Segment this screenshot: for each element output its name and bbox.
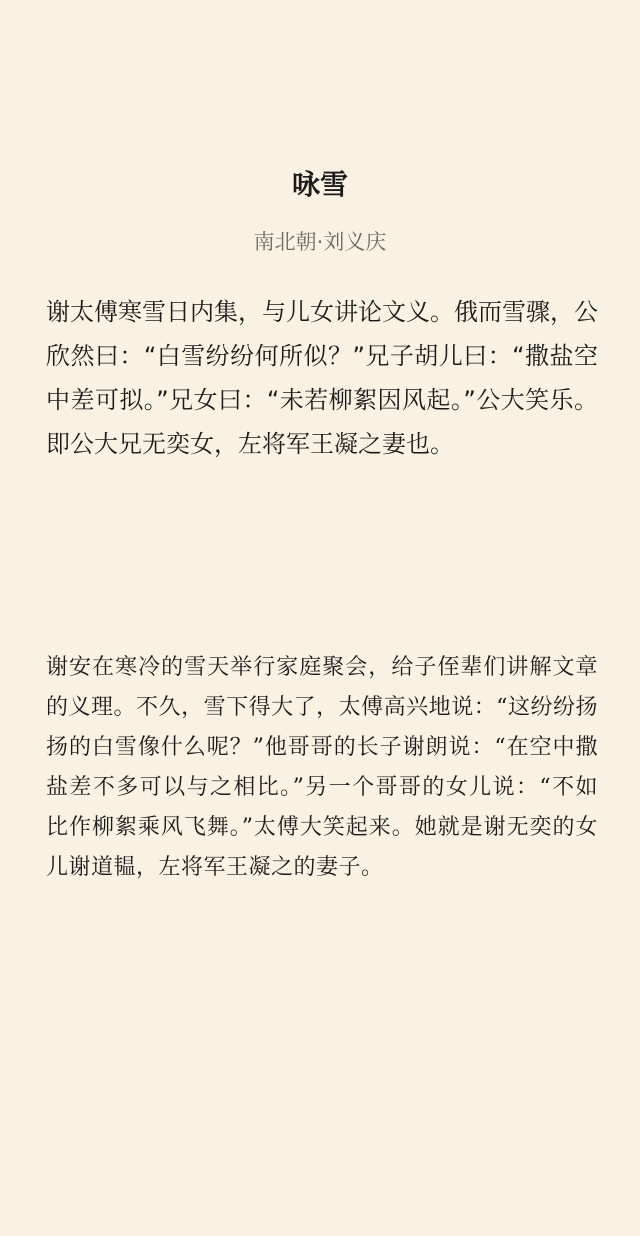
poem-title: 咏雪: [291, 168, 348, 201]
poem-author: 南北朝·刘义庆: [253, 230, 387, 254]
poem-translation-text: 谢安在寒冷的雪天举行家庭聚会，给子侄辈们讲解文章的义理。不久，雪下得大了，太傅高兴地说：“这纷纷扬扬的白雪像什么呢？”他哥哥的长子谢朗说：“在空中撒盐差不多可以与之相比。”另一个哥哥的女儿说：“不如比作柳絮乘风飞舞。”太傅大笑起来。她就是谢无奕的女儿谢道韫，左将军王凝之的妻子。: [46, 655, 598, 880]
poem-original-text: 谢太傅寒雪日内集，与儿女讲论文义。俄而雪骤，公欣然曰：“白雪纷纷何所似？”兄子胡儿曰：“撒盐空中差可拟。”兄女曰：“未若柳絮因风起。”公大笑乐。即公大兄无奕女，左将军王凝之妻也。: [46, 298, 598, 458]
